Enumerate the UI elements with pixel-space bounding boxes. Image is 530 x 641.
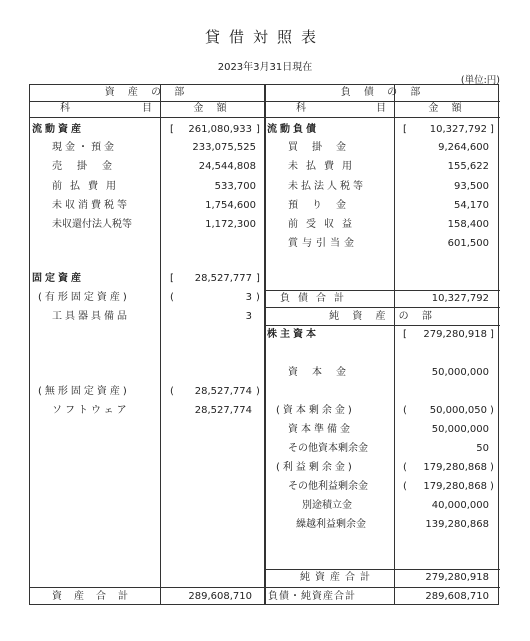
liability-item-label: 未払費用: [288, 161, 360, 172]
paren-close: ): [490, 462, 494, 473]
retained-earnings-amount: 179,280,868: [423, 462, 487, 473]
carried-forward-amount: 139,280,868: [425, 519, 489, 530]
item-header-left: 科: [60, 103, 70, 114]
shareholders-equity-label: 株主資本: [267, 329, 319, 340]
bracket-close: ]: [256, 273, 260, 284]
current-assets-label: 流動資産: [32, 124, 84, 135]
special-reserve-label: 別途積立金: [302, 500, 352, 511]
total-assets-label: 資産合計: [52, 591, 140, 602]
special-reserve-amount: 40,000,000: [431, 500, 489, 511]
asset-item-amount: 233,075,525: [192, 142, 256, 153]
assets-section-header: 資 産 の 部: [104, 87, 190, 98]
bracket-close: ]: [490, 329, 494, 340]
bracket-open: [: [403, 329, 407, 340]
bracket-open: [: [170, 273, 174, 284]
row-divider: [265, 325, 500, 326]
asset-item-label: 前払費用: [52, 181, 124, 192]
tangible-fixed-assets-label: (有形固定資産): [38, 292, 130, 303]
asset-item-amount: 24,544,808: [198, 161, 256, 172]
paren-open: (: [403, 462, 407, 473]
paren-close: ): [490, 481, 494, 492]
total-liabilities-label: 負債合計: [280, 293, 352, 304]
as-of-date: 2023年3月31日現在: [217, 62, 313, 73]
asset-item-amount: 533,700: [214, 181, 256, 192]
asset-item-amount: 1,172,300: [205, 219, 256, 230]
bracket-close: ]: [490, 124, 494, 135]
capital-surplus-label: (資本剰余金): [276, 405, 355, 416]
bracket-open: [: [170, 124, 174, 135]
total-liabilities-amount: 10,327,792: [431, 293, 489, 304]
paren-open: (: [403, 405, 407, 416]
other-retained-earnings-amount: 179,280,868: [423, 481, 487, 492]
liability-item-label: 前受収益: [288, 219, 360, 230]
liability-item-amount: 601,500: [447, 238, 489, 249]
liability-item-label: 未払法人税等: [288, 181, 366, 192]
amount-header: 金 額: [193, 103, 232, 114]
row-divider: [265, 290, 500, 291]
row-divider: [30, 117, 500, 118]
item-header-right: 目: [142, 103, 152, 114]
capital-reserve-label: 資本準備金: [288, 424, 353, 435]
asset-item-label: 工具器具備品: [52, 311, 130, 322]
liability-item-label: 買掛金: [288, 142, 360, 153]
liability-item-amount: 93,500: [454, 181, 489, 192]
center-divider: [264, 85, 266, 604]
liability-item-amount: 158,400: [447, 219, 489, 230]
bracket-open: [: [403, 124, 407, 135]
amount-header: 金 額: [428, 103, 467, 114]
total-net-assets-label: 純資産合計: [300, 572, 375, 583]
item-header-right: 目: [376, 103, 386, 114]
liability-item-amount: 54,170: [454, 200, 489, 211]
asset-item-label: 未収消費税等: [52, 200, 130, 211]
asset-item-label: ソフトウェア: [52, 405, 130, 416]
unit-label: (単位:円): [460, 75, 500, 86]
other-capital-surplus-amount: 50: [476, 443, 489, 454]
total-net-assets-amount: 279,280,918: [425, 572, 489, 583]
row-divider: [265, 307, 500, 308]
balance-sheet-table: [29, 84, 499, 605]
row-divider: [30, 101, 500, 102]
current-assets-amount: 261,080,933: [188, 124, 252, 135]
liability-item-label: 賞与引当金: [288, 238, 358, 249]
bracket-close: ]: [256, 124, 260, 135]
current-liabilities-label: 流動負債: [267, 124, 319, 135]
fixed-assets-label: 固定資産: [32, 273, 84, 284]
paren-close: ): [256, 292, 260, 303]
paren-open: (: [170, 386, 174, 397]
shareholders-equity-amount: 279,280,918: [423, 329, 487, 340]
item-header-left: 科: [296, 103, 306, 114]
total-assets-amount: 289,608,710: [188, 591, 252, 602]
capital-stock-label: 資本金: [288, 367, 360, 378]
row-divider: [30, 587, 500, 588]
paren-close: ): [490, 405, 494, 416]
total-liabilities-net-assets-label: 負債・純資産合計: [268, 591, 356, 602]
other-retained-earnings-label: その他利益剰余金: [288, 481, 368, 492]
asset-item-label: 売掛金: [52, 161, 127, 172]
paren-close: ): [256, 386, 260, 397]
asset-item-amount: 28,527,774: [194, 405, 252, 416]
fixed-assets-amount: 28,527,777: [194, 273, 252, 284]
capital-reserve-amount: 50,000,000: [431, 424, 489, 435]
liabilities-section-header: 負 債 の 部: [340, 87, 426, 98]
net-assets-section-header: 純 資 産 の 部: [329, 311, 437, 322]
carried-forward-label: 繰越利益剰余金: [296, 519, 366, 530]
document-title: 貸借対照表: [204, 28, 325, 46]
paren-open: (: [170, 292, 174, 303]
capital-stock-amount: 50,000,000: [431, 367, 489, 378]
total-liabilities-net-assets-amount: 289,608,710: [425, 591, 489, 602]
current-liabilities-amount: 10,327,792: [429, 124, 487, 135]
liability-item-amount: 155,622: [447, 161, 489, 172]
retained-earnings-label: (利益剰余金): [276, 462, 355, 473]
asset-item-amount: 1,754,600: [205, 200, 256, 211]
intangible-fixed-assets-label: (無形固定資産): [38, 386, 130, 397]
tangible-fixed-assets-amount: 3: [245, 292, 252, 303]
row-divider: [265, 569, 500, 570]
intangible-fixed-assets-amount: 28,527,774: [194, 386, 252, 397]
capital-surplus-amount: 50,000,050: [429, 405, 487, 416]
asset-item-amount: 3: [245, 311, 252, 322]
asset-item-label: 未収還付法人税等: [52, 219, 132, 230]
liability-item-amount: 9,264,600: [438, 142, 489, 153]
paren-open: (: [403, 481, 407, 492]
asset-item-label: 現金・預金: [52, 142, 117, 153]
other-capital-surplus-label: その他資本剰余金: [288, 443, 368, 454]
liability-item-label: 預り金: [288, 200, 360, 211]
